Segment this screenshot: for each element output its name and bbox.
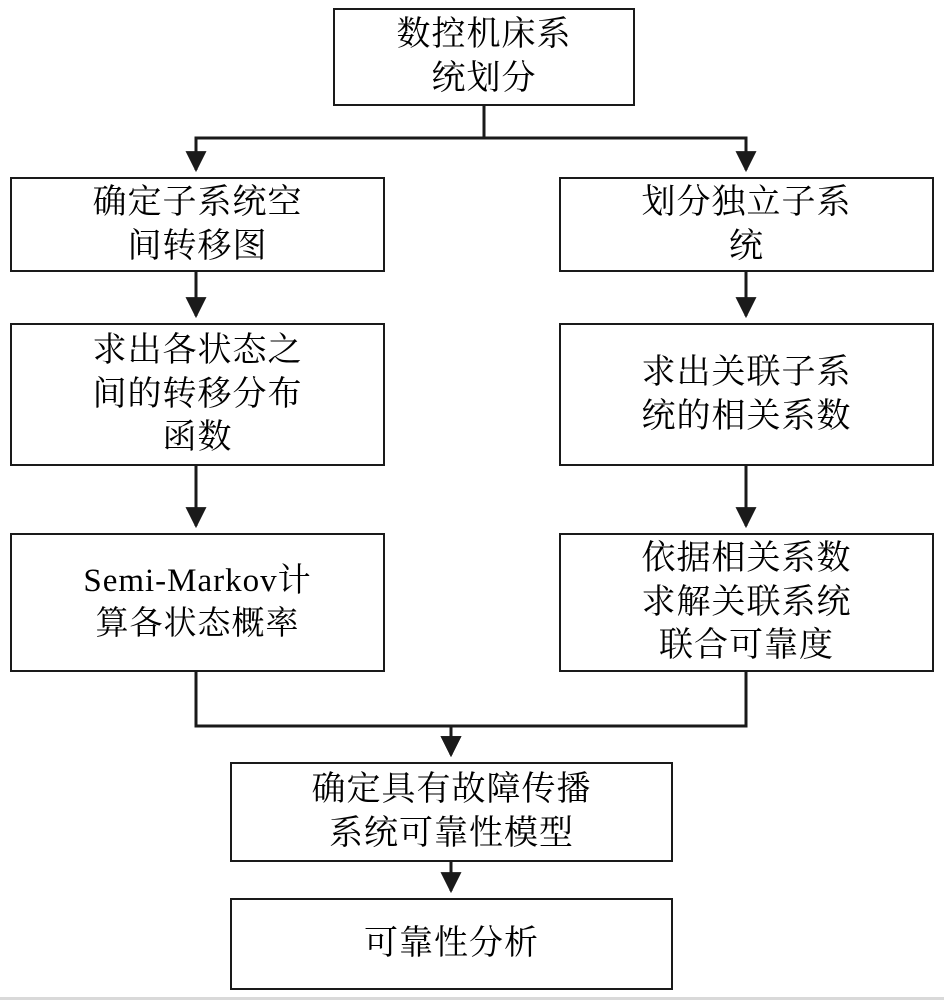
edge-right3-to-merge [451,672,746,755]
node-merge-label: 确定具有故障传播 系统可靠性模型 [311,771,592,852]
node-joint-reliability-of-correlated-systems[interactable] [559,533,934,672]
node-fault-propagation-reliability-model[interactable] [230,762,673,862]
node-right1-label: 划分独立子系 统 [641,183,852,265]
edge-root-to-left1 [196,106,484,170]
node-root[interactable] [333,8,635,106]
node-right3-label: 依据相关系数 求解关联系统 联合可靠度 [641,540,852,665]
node-determine-subsystem-state-transition-diagram[interactable] [10,177,385,272]
edge-left3-to-merge [196,672,451,755]
node-left3-label: Semi-Markov计 算各状态概率 [83,563,312,642]
node-partition-independent-subsystems[interactable] [559,177,934,272]
edge-root-to-right1 [484,106,746,170]
node-right2-label: 求出关联子系 统的相关系数 [641,353,852,435]
node-final-label: 可靠性分析 [364,925,539,963]
node-semi-markov-state-probability[interactable] [10,533,385,672]
node-root-label: 数控机床系 统划分 [396,16,572,97]
node-left2-label: 求出各状态之 间的转移分布 函数 [92,332,303,457]
node-left1-label: 确定子系统空 间转移图 [92,183,303,265]
node-reliability-analysis[interactable] [230,898,673,990]
node-correlation-coefficient[interactable] [559,323,934,466]
node-transition-distribution-function[interactable] [10,323,385,466]
